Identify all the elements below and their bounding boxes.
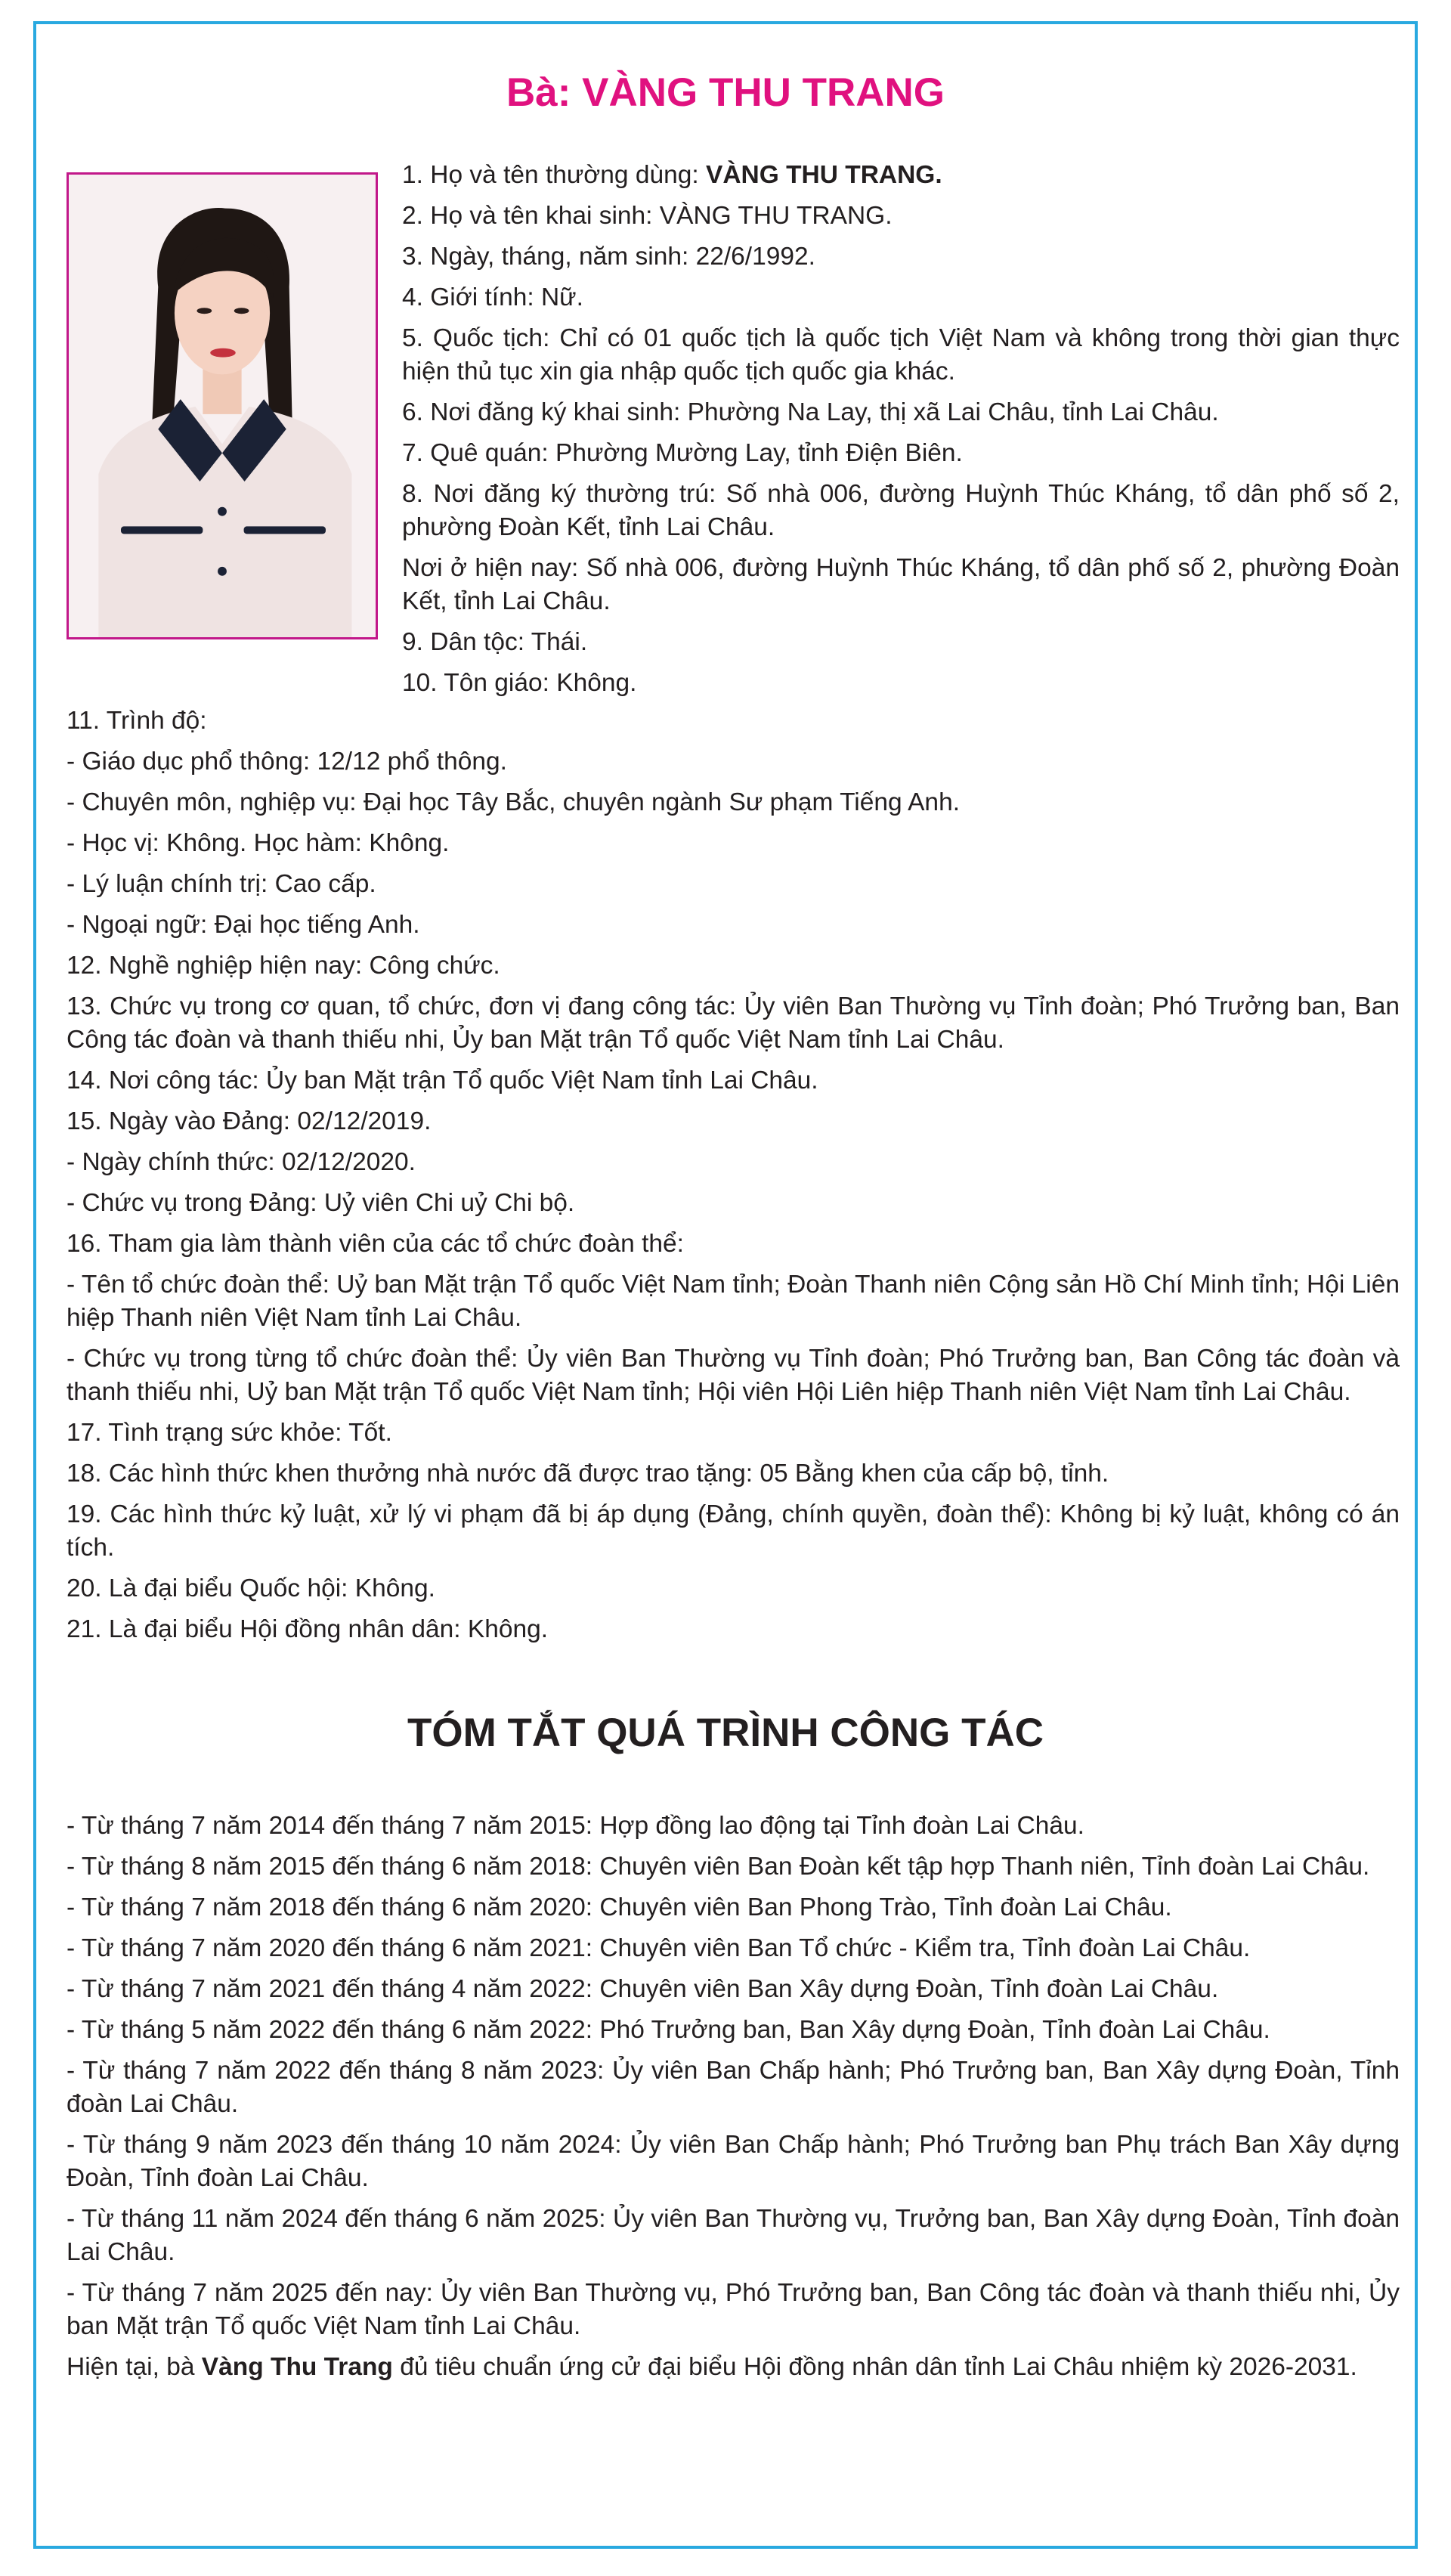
career-item: - Từ tháng 9 năm 2023 đến tháng 10 năm 2024: Ủy viên Ban Chấp hành; Phó Trưởng ban Phụ trách Ban Xây dựng Đoàn, Tỉnh đoàn Lai Châu. bbox=[67, 2131, 1400, 2192]
info-line-1 bbox=[402, 159, 1400, 200]
page-title: Bà: VÀNG THU TRANG bbox=[506, 70, 945, 115]
info-body-line: - Ngoại ngữ: Đại học tiếng Anh. bbox=[67, 911, 420, 939]
info-body-line: 15. Ngày vào Đảng: 02/12/2019. bbox=[67, 1107, 432, 1135]
info-line-6: 6. Nơi đăng ký khai sinh: Phường Na Lay, thị xã Lai Châu, tỉnh Lai Châu. bbox=[402, 398, 1219, 426]
career-item: - Từ tháng 7 năm 2025 đến nay: Ủy viên Ban Thường vụ, Phó Trưởng ban, Ban Công tác đoàn và thanh thiếu nhi, Ủy ban Mặt trận Tổ quốc Việt Nam tỉnh Lai Châu. bbox=[67, 2279, 1400, 2340]
career-item: - Từ tháng 7 năm 2021 đến tháng 4 năm 2022: Chuyên viên Ban Xây dựng Đoàn, Tỉnh đoàn Lai Châu. bbox=[67, 1975, 1219, 2003]
info-body-line: 13. Chức vụ trong cơ quan, tổ chức, đơn vị đang công tác: Ủy viên Ban Thường vụ Tỉnh đoàn; Phó Trưởng ban, Ban Công tác đoàn và thanh thiếu nhi, Ủy ban Mặt trận Tổ quốc Việt Nam tỉnh Lai Châu. bbox=[67, 992, 1400, 1054]
info-body-line: 16. Tham gia làm thành viên của các tổ chức đoàn thể: bbox=[67, 1230, 684, 1258]
info-body-line: - Lý luận chính trị: Cao cấp. bbox=[67, 870, 376, 898]
career-item: - Từ tháng 7 năm 2014 đến tháng 7 năm 2015: Hợp đồng lao động tại Tỉnh đoàn Lai Châu. bbox=[67, 1812, 1084, 1840]
info-line-9: 9. Dân tộc: Thái. bbox=[402, 628, 588, 656]
career-item: - Từ tháng 7 năm 2018 đến tháng 6 năm 2020: Chuyên viên Ban Phong Trào, Tỉnh đoàn Lai Châu. bbox=[67, 1893, 1172, 1921]
career-item: - Từ tháng 7 năm 2022 đến tháng 8 năm 2023: Ủy viên Ban Chấp hành; Phó Trưởng ban, Ban Xây dựng Đoàn, Tỉnh đoàn Lai Châu. bbox=[67, 2057, 1400, 2118]
info-line-3: 3. Ngày, tháng, năm sinh: 22/6/1992. bbox=[402, 243, 815, 271]
conclusion-prefix: Hiện tại, bà bbox=[67, 2353, 202, 2381]
portrait-photo bbox=[67, 172, 378, 639]
conclusion bbox=[67, 2351, 1400, 2392]
info-body-line: - Tên tổ chức đoàn thể: Uỷ ban Mặt trận Tổ quốc Việt Nam tỉnh; Đoàn Thanh niên Cộng sản Hồ Chí Minh tỉnh; Hội Liên hiệp Thanh niên Việt Nam tỉnh Lai Châu. bbox=[67, 1271, 1400, 1332]
info-body-line: 14. Nơi công tác: Ủy ban Mặt trận Tổ quốc Việt Nam tỉnh Lai Châu. bbox=[67, 1067, 818, 1094]
info-body-line: - Chức vụ trong từng tổ chức đoàn thể: Ủy viên Ban Thường vụ Tỉnh đoàn; Phó Trưởng ban, Ban Công tác đoàn và thanh thiếu nhi, Uỷ ban Mặt trận Tổ quốc Việt Nam tỉnh; Hội viên Hội Liên hiệp Thanh niên Việt Nam tỉnh Lai Châu. bbox=[67, 1345, 1400, 1406]
career-item: - Từ tháng 7 năm 2020 đến tháng 6 năm 2021: Chuyên viên Ban Tổ chức - Kiểm tra, Tỉnh đoàn Lai Châu. bbox=[67, 1934, 1251, 1962]
personal-info-top bbox=[402, 159, 1400, 707]
conclusion-suffix: đủ tiêu chuẩn ứng cử đại biểu Hội đồng nhân dân tỉnh Lai Châu nhiệm kỳ 2026-2031. bbox=[392, 2353, 1357, 2381]
info-line-4: 4. Giới tính: Nữ. bbox=[402, 283, 583, 311]
info-body-line: - Chuyên môn, nghiệp vụ: Đại học Tây Bắc, chuyên ngành Sư phạm Tiếng Anh. bbox=[67, 788, 961, 816]
info-line-5: 5. Quốc tịch: Chỉ có 01 quốc tịch là quốc tịch Việt Nam và không trong thời gian thực hiện thủ tục xin gia nhập quốc tịch quốc gia khác. bbox=[402, 324, 1400, 385]
info-line-8: 8. Nơi đăng ký thường trú: Số nhà 006, đường Huỳnh Thúc Kháng, tổ dân phố số 2, phường Đoàn Kết, tỉnh Lai Châu. bbox=[402, 480, 1400, 541]
info-body-line: - Học vị: Không. Học hàm: Không. bbox=[67, 829, 450, 857]
info-body-line: 12. Nghề nghiệp hiện nay: Công chức. bbox=[67, 952, 500, 980]
info-line-1-label: 1. Họ và tên thường dùng: bbox=[402, 161, 706, 189]
info-body-line: 19. Các hình thức kỷ luật, xử lý vi phạm đã bị áp dụng (Đảng, chính quyền, đoàn thể): Không bị kỷ luật, không có án tích. bbox=[67, 1500, 1400, 1562]
info-line-2: 2. Họ và tên khai sinh: VÀNG THU TRANG. bbox=[402, 202, 893, 230]
career-item: - Từ tháng 5 năm 2022 đến tháng 6 năm 2022: Phó Trưởng ban, Ban Xây dựng Đoàn, Tỉnh đoàn Lai Châu. bbox=[67, 2016, 1270, 2044]
conclusion-name: Vàng Thu Trang bbox=[201, 2353, 393, 2381]
career-section-heading: TÓM TẮT QUÁ TRÌNH CÔNG TÁC bbox=[407, 1711, 1044, 1755]
info-body-line: 18. Các hình thức khen thưởng nhà nước đã được trao tặng: 05 Bằng khen của cấp bộ, tỉnh. bbox=[67, 1460, 1109, 1488]
career-item: - Từ tháng 8 năm 2015 đến tháng 6 năm 2018: Chuyên viên Ban Đoàn kết tập hợp Thanh niên, Tỉnh đoàn Lai Châu. bbox=[67, 1853, 1370, 1881]
info-body-line: 21. Là đại biểu Hội đồng nhân dân: Không. bbox=[67, 1615, 549, 1643]
info-body-line: 17. Tình trạng sức khỏe: Tốt. bbox=[67, 1419, 392, 1447]
info-line-1-name: VÀNG THU TRANG. bbox=[705, 161, 942, 189]
info-line-7: 7. Quê quán: Phường Mường Lay, tỉnh Điện Biên. bbox=[402, 439, 963, 467]
info-body-line: - Chức vụ trong Đảng: Uỷ viên Chi uỷ Chi bộ. bbox=[67, 1189, 575, 1217]
info-body-line: 20. Là đại biểu Quốc hội: Không. bbox=[67, 1574, 435, 1602]
portrait-illustration bbox=[69, 175, 376, 637]
info-line-10: 10. Tôn giáo: Không. bbox=[402, 669, 637, 697]
personal-info-body bbox=[67, 704, 1400, 1654]
info-body-line: - Giáo dục phổ thông: 12/12 phổ thông. bbox=[67, 748, 507, 776]
career-item: - Từ tháng 11 năm 2024 đến tháng 6 năm 2025: Ủy viên Ban Thường vụ, Trưởng ban, Ban Xây dựng Đoàn, Tỉnh đoàn Lai Châu. bbox=[67, 2205, 1400, 2266]
info-body-line: - Ngày chính thức: 02/12/2020. bbox=[67, 1148, 416, 1176]
career-summary bbox=[67, 1810, 1400, 2392]
info-body-line: 11. Trình độ: bbox=[67, 707, 207, 735]
info-line-8b: Nơi ở hiện nay: Số nhà 006, đường Huỳnh Thúc Kháng, tổ dân phố số 2, phường Đoàn Kết, tỉnh Lai Châu. bbox=[402, 554, 1400, 615]
